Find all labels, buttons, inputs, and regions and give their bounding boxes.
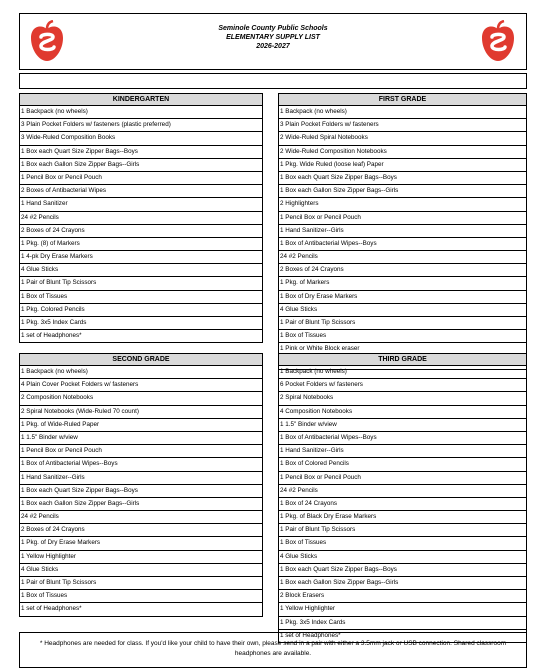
school-year: 2026-2027 [256,43,290,50]
supply-item: 3 Wide-Ruled Composition Books [20,132,262,145]
supply-item: 4 Plain Cover Pocket Folders w/ fasteners [20,379,262,392]
supply-item: 24 #2 Pencils [279,485,526,498]
supply-item: 1 Box each Quart Size Zipper Bags--Boys [20,485,262,498]
supply-item: 1 Backpack (no wheels) [20,366,262,379]
supply-item: 1 Pink or White Block eraser [279,343,526,356]
supply-item: 2 Boxes of 24 Crayons [279,264,526,277]
supply-item: 1 Box each Gallon Size Zipper Bags--Girls [20,159,262,172]
supply-item: 2 Spiral Notebooks (Wide-Ruled 70 count) [20,406,262,419]
supply-item: 1 Box of Antibacterial Wipes--Boys [279,432,526,445]
supply-item: 1 set of Headphones* [280,631,341,639]
supply-item: 3 Plain Pocket Folders w/ fasteners (plastic preferred) [20,119,262,132]
supply-item: 1 Pair of Blunt Tip Scissors [279,524,526,537]
supply-item: 1 Backpack (no wheels) [279,106,526,119]
supply-item: 1 Box each Gallon Size Zipper Bags--Girls [279,577,526,590]
supply-item: 1 Pkg. (8) of Markers [20,238,262,251]
supply-item: 1 Hand Sanitizer [20,198,262,211]
third-grade-table [278,353,527,643]
supply-item: 1 Yellow Highlighter [20,551,262,564]
supply-item: 2 Composition Notebooks [20,392,262,405]
supply-item: 1 Box of Tissues [279,537,526,550]
supply-item: 1 Pkg. 3x5 Index Cards [20,317,262,330]
supply-item: 24 #2 Pencils [20,511,262,524]
supply-item: 1 1.5" Binder w/view [279,419,526,432]
supply-item: 1 Box of Tissues [20,291,262,304]
supply-item: 1 1.5" Binder w/view [20,432,262,445]
supply-item: 1 Hand Sanitizer--Girls [279,225,526,238]
supply-item: 1 Box of Colored Pencils [279,458,526,471]
supply-item: 1 Box each Quart Size Zipper Bags--Boys [279,172,526,185]
supply-item: 1 Pkg. of Markers [279,277,526,290]
supply-item: 1 Box each Gallon Size Zipper Bags--Girls [279,185,526,198]
supply-item: 1 Box of Antibacterial Wipes--Boys [20,458,262,471]
supply-item: 24 #2 Pencils [279,251,526,264]
supply-item: 1 Pair of Blunt Tip Scissors [20,577,262,590]
supply-item: 2 Block Erasers [279,590,526,603]
supply-item: 1 Backpack (no wheels) [279,366,526,379]
supply-item: 4 Glue Sticks [20,564,262,577]
supply-item: 1 Pkg. of Black Dry Erase Markers [279,511,526,524]
list-title: ELEMENTARY SUPPLY LIST [226,34,320,41]
spacer-bar [19,73,527,89]
supply-item: 2 Boxes of 24 Crayons [20,225,262,238]
supply-item: 2 Highlighters [279,198,526,211]
supply-item: 2 Spiral Notebooks [279,392,526,405]
supply-item: 1 Pkg. of Dry Erase Markers [20,537,262,550]
first-grade-table [278,93,527,370]
supply-item: 2 Boxes of 24 Crayons [20,524,262,537]
supply-item: 1 Box of Tissues [20,590,262,603]
supply-item: 1 Box each Quart Size Zipper Bags--Boys [279,564,526,577]
supply-item: 1 Pencil Box or Pencil Pouch [279,212,526,225]
supply-item: 4 Composition Notebooks [279,406,526,419]
supply-item: 1 Hand Sanitizer--Girls [20,472,262,485]
supply-item: 6 Pocket Folders w/ fasteners [279,379,526,392]
second-grade-table [19,353,263,617]
document-header [19,13,527,70]
header-text [20,24,526,51]
supply-item: 1 Hand Sanitizer--Girls [279,445,526,458]
supply-item: 1 Backpack (no wheels) [20,106,262,119]
supply-item: 1 Pkg. Colored Pencils [20,304,262,317]
supply-item: 1 Box each Quart Size Zipper Bags--Boys [20,146,262,159]
supply-item: 4 Glue Sticks [279,304,526,317]
supply-item: 1 Pencil Box or Pencil Pouch [279,472,526,485]
supply-item: 2 Wide-Ruled Composition Notebooks [279,146,526,159]
supply-item: 1 Box of Dry Erase Markers [279,291,526,304]
supply-item: 1 set of Headphones* [21,332,82,340]
supply-item: 4 Glue Sticks [20,264,262,277]
supply-item: 1 Pencil Box or Pencil Pouch [20,172,262,185]
district-name: Seminole County Public Schools [218,25,328,32]
supply-item: 24 #2 Pencils [20,212,262,225]
supply-item: 1 Box of Tissues [279,330,526,343]
supply-item: 1 Box each Gallon Size Zipper Bags--Girls [20,498,262,511]
supply-item: 2 Wide-Ruled Spiral Notebooks [279,132,526,145]
supply-item: 1 set of Headphones* [21,605,82,613]
supply-item: 1 Pkg. Wide Ruled (loose leaf) Paper [279,159,526,172]
supply-item: 2 Boxes of Antibacterial Wipes [20,185,262,198]
supply-item: 1 Pkg. of Wide-Ruled Paper [20,419,262,432]
table-header: KINDERGARTEN [20,94,262,106]
supply-item: 1 Pencil Box or Pencil Pouch [20,445,262,458]
supply-item: 4 Glue Sticks [279,551,526,564]
supply-item: 1 Box of 24 Crayons [279,498,526,511]
supply-item: 1 4-pk Dry Erase Markers [20,251,262,264]
supply-item: 3 Plain Pocket Folders w/ fasteners [279,119,526,132]
supply-item: 1 Box of Antibacterial Wipes--Boys [279,238,526,251]
supply-item: 1 Pair of Blunt Tip Scissors [20,277,262,290]
table-header: SECOND GRADE [20,354,262,366]
supply-item: 1 Yellow Highlighter [279,603,526,616]
footer-note: * Headphones are needed for class. If you'd like your child to have their own, please send in a pair with either a 3.5mm jack or USB connection. Shared classroom headphones are available. [19,632,527,668]
supply-item: 1 Pair of Blunt Tip Scissors [279,317,526,330]
kindergarten-table [19,93,263,343]
table-header: FIRST GRADE [279,94,526,106]
table-header: THIRD GRADE [279,354,526,366]
scps-apple-logo-icon [478,20,518,64]
supply-item: 1 Pkg. 3x5 Index Cards [279,617,526,630]
